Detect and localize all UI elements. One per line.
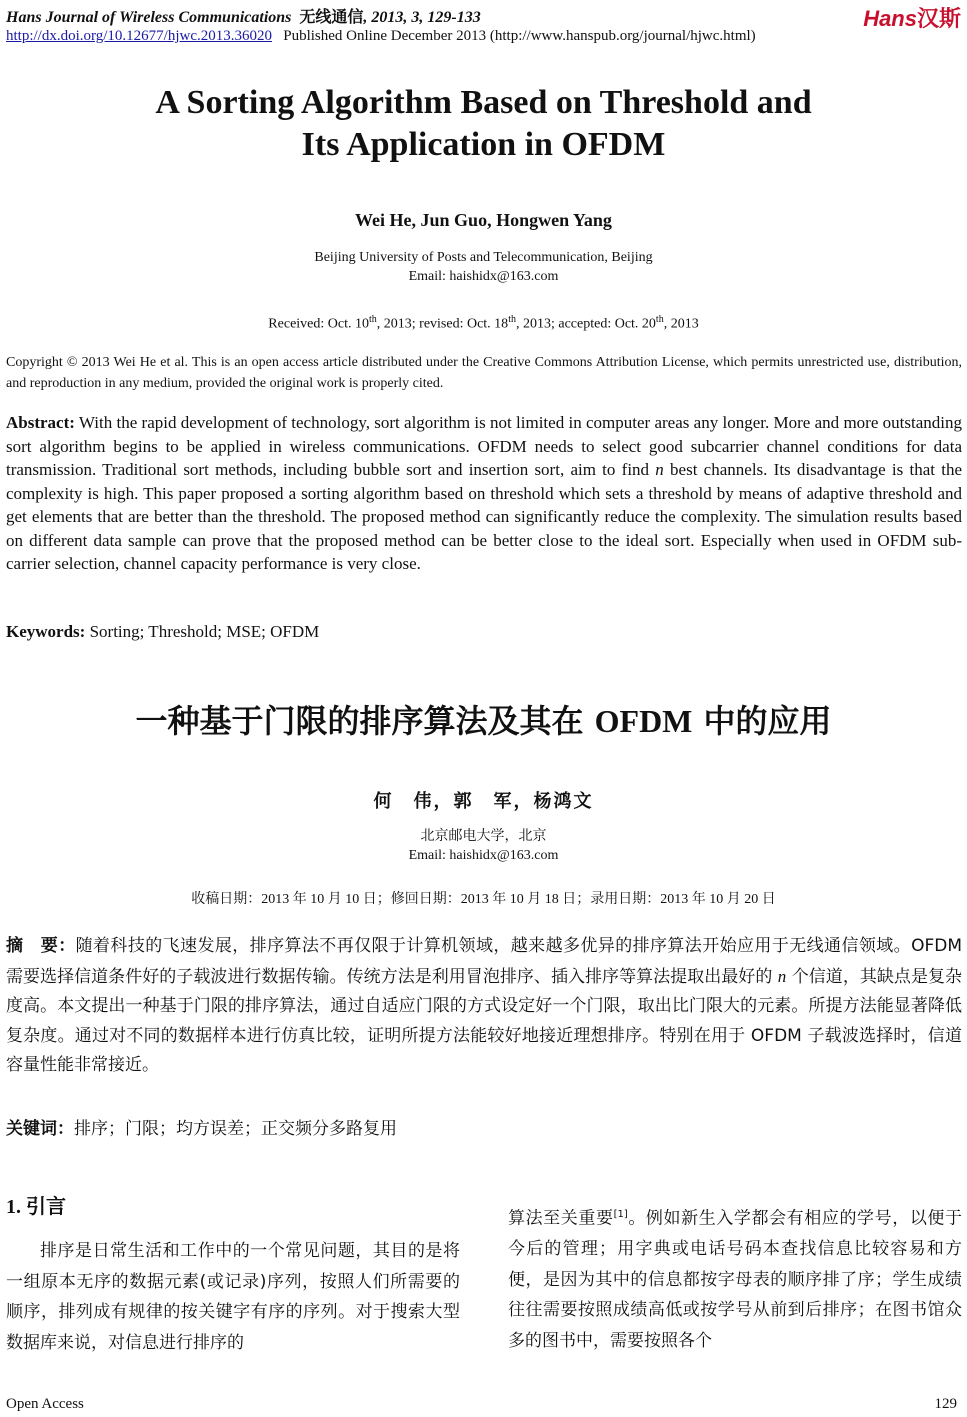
keywords-en: [6, 622, 962, 642]
body-right-b: 。例如新生入学都会有相应的学号，以便于今后的管理；用字典或电话号码本查找信息比较容易和方便，是因为其中的信息都按字母表的顺序排了序；学生成绩往往需要按照成绩高低或按学号从前到后排序；在图书馆众多的图书中，需要按照各个: [508, 1208, 963, 1351]
received-dates-cn: 收稿日期：2013 年 10 月 10 日；修回日期：2013 年 10 月 18 日；录用日期：2013 年 10 月 20 日: [191, 892, 776, 907]
abstract-cn-a: 随着科技的飞速发展，排序算法不再仅限于计算机领域，越来越多优异的排序算法开始应用于无线通信领域。OFDM 需要选择信道条件好的子载波进行数据传输。传统方法是利用冒泡排序、插入排序等算法提取出最好的: [6, 936, 962, 987]
keywords-cn-text: 排序；门限；均方误差；正交频分多路复用: [74, 1119, 397, 1139]
keywords-cn: [6, 1114, 962, 1139]
logo-en: Hans: [863, 6, 917, 31]
accepted-year: , 2013: [663, 316, 699, 332]
doi-link[interactable]: http://dx.doi.org/10.12677/hjwc.2013.36020: [6, 28, 272, 44]
title-line-2: Its Application in OFDM: [301, 126, 666, 163]
abstract-cn-b: 个信道，其缺点是复杂度高。本文提出一种基于门限的排序算法，通过自适应门限的方式设定好一个门限，取出比门限大的元素。所提方法能显著降低复杂度。通过对不同的数据样本进行仿真比较，证明所提方法能较好地接近理想排序。特别在用于 OFDM 子载波选择时，信道容量性能非常接近。: [6, 966, 963, 1076]
ordinal-suffix: th: [508, 314, 516, 325]
ordinal-suffix: th: [368, 314, 377, 325]
paper-title-cn: [0, 696, 967, 742]
hans-logo: [863, 2, 961, 33]
body-column-right: [508, 1200, 962, 1356]
logo-cn: 汉斯: [916, 6, 961, 31]
footer-open-access: Open Access: [6, 1396, 84, 1412]
author-email: Email: haishidx@163.com: [408, 269, 559, 284]
journal-name: Hans Journal of Wireless Communications: [6, 9, 292, 26]
abstract-label: Abstract:: [6, 413, 75, 432]
body-right-a: 算法至关重要: [508, 1208, 614, 1229]
abstract-var-n: n: [655, 460, 664, 479]
affiliation-text: Beijing University of Posts and Telecommunication, Beijing: [314, 250, 653, 265]
title-line-1: A Sorting Algorithm Based on Threshold and: [155, 84, 812, 121]
journal-name-cn: 无线通信: [299, 9, 364, 26]
keywords-text: Sorting; Threshold; MSE; OFDM: [85, 622, 320, 641]
accepted-text: , 2013; accepted: Oct. 20: [515, 316, 656, 332]
abstract-text-a: With the rapid development of technology, sort algorithm is not limited in computer areas any longer. More and more outstanding sort algorithm begins to be applied in wireless communications. OFDM needs to select good subcarrier channel conditions for data transmission. Traditional sort methods, including bubble sort and insertion sort, aim to find: [6, 413, 962, 479]
received-dates: [0, 310, 967, 334]
page-number: 129: [934, 1396, 957, 1412]
abstract-cn: [6, 932, 962, 1081]
affiliation-cn: [0, 827, 967, 865]
affiliation-cn-text: 北京邮电大学，北京: [420, 829, 547, 844]
title-cn-b: 中的应用: [692, 702, 832, 740]
revised-text: , 2013; revised: Oct. 18: [376, 316, 509, 332]
abstract-text-b: best channels. Its disadvantage is that the complexity is high. This paper proposed a sorting algorithm based on threshold which sets a threshold by means of adaptive threshold and get elements that are better than the threshold. The proposed method can significantly reduce the complexity. The simulation results based on different data sample can prove that the proposed method can be better close to the ideal sort. Especially when used in OFDM sub-carrier selection, channel capacity performance is very close.: [6, 460, 962, 573]
keywords-cn-label: 关键词：: [6, 1119, 74, 1139]
affiliation: [0, 248, 967, 286]
paper-title: [0, 82, 967, 166]
authors: Wei He, Jun Guo, Hongwen Yang: [355, 210, 612, 230]
title-cn-ofdm: OFDM: [594, 703, 693, 739]
received-text: Received: Oct. 10: [268, 316, 369, 332]
title-cn-a: 一种基于门限的排序算法及其在: [135, 702, 595, 740]
abstract-cn-label: 摘 要：: [6, 936, 76, 956]
doi-line: [6, 28, 756, 45]
abstract-en: [6, 411, 962, 576]
journal-issue: , 2013, 3, 129-133: [363, 9, 481, 26]
ordinal-suffix: th: [655, 314, 664, 325]
author-email-cn: Email: haishidx@163.com: [408, 848, 559, 863]
abstract-cn-var-n: n: [777, 966, 787, 986]
body-column-left: 排序是日常生活和工作中的一个常见问题，其目的是将一组原本无序的数据元素(或记录)序列，按照人们所需要的顺序，排列成有规律的按关键字有序的序列。对于搜索大型数据库来说，对信息进行排序的: [6, 1241, 460, 1353]
journal-header: [6, 4, 481, 27]
keywords-label: Keywords:: [6, 622, 86, 641]
citation-ref[interactable]: [1]: [613, 1209, 628, 1220]
published-online: Published Online December 2013 (http://www.hanspub.org/journal/hjwc.html): [283, 28, 756, 44]
copyright-notice: Copyright © 2013 Wei He et al. This is an open access article distributed under the Creative Commons Attribution License, which permits unrestricted use, distribution, and reproduction in any medium, provided the original work is properly cited.: [6, 355, 962, 391]
authors-cn: 何 伟，郭 军，杨鸿文: [373, 791, 594, 811]
section-heading-introduction: 1. 引言: [6, 1196, 66, 1218]
